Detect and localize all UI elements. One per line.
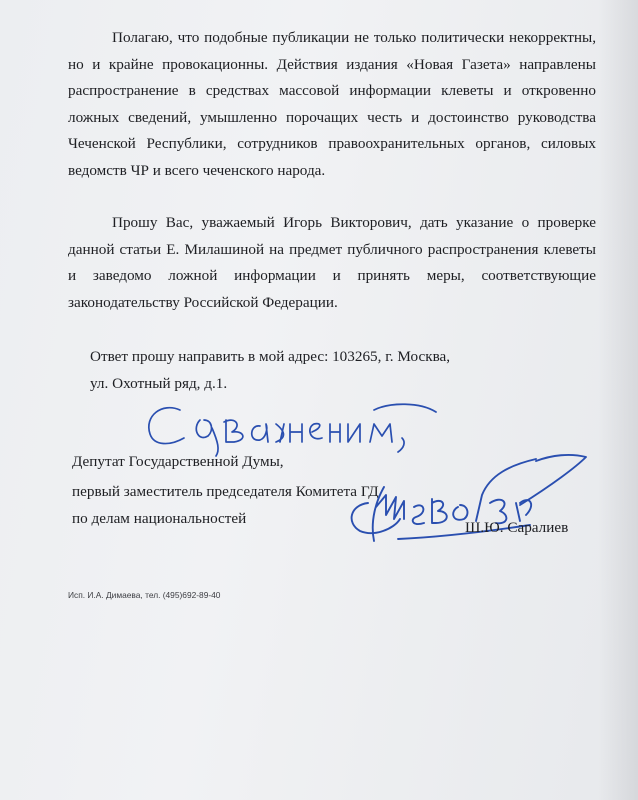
signer-name: Ш.Ю. Саралиев: [465, 519, 569, 536]
paragraph-2-text: Прошу Вас, уважаемый Игорь Викторович, дать указание о проверке данной статьи Е. Милашиной на предмет публичного распространения клеветы и заведомо ложной информации и принять меры, соответствующие законодательству Российской Федерации.: [68, 214, 596, 311]
executor-contact: Исп. И.А. Димаева, тел. (495)692-89-40: [68, 590, 221, 600]
handwritten-closing: [140, 398, 460, 458]
paragraph-1: [68, 25, 596, 184]
paragraph-1-text: Полагаю, что подобные публикации не только политически некорректны, но и крайне провокационны. Действия издания «Новая Газета» направлены распространение в средствах массовой информации клеветы и откровенно ложных сведений, умышленно порочащих честь и достоинство руководства Чеченской Республики, сотрудников правоохранительных органов, силовых ведомств ЧР и всего чеченского народа.: [68, 29, 596, 179]
paragraph-2: [68, 210, 596, 316]
signer-position-line-1: Депутат Государственной Думы,: [72, 453, 284, 470]
page-shadow: [598, 0, 638, 800]
reply-address-line-1: Ответ прошу направить в мой адрес: 103265, г. Москва,: [90, 348, 451, 365]
reply-address-line-2: ул. Охотный ряд, д.1.: [90, 375, 228, 392]
signer-position-line-3: по делам национальностей: [72, 510, 247, 527]
signer-position-line-2: первый заместитель председателя Комитета ГД: [72, 483, 379, 500]
